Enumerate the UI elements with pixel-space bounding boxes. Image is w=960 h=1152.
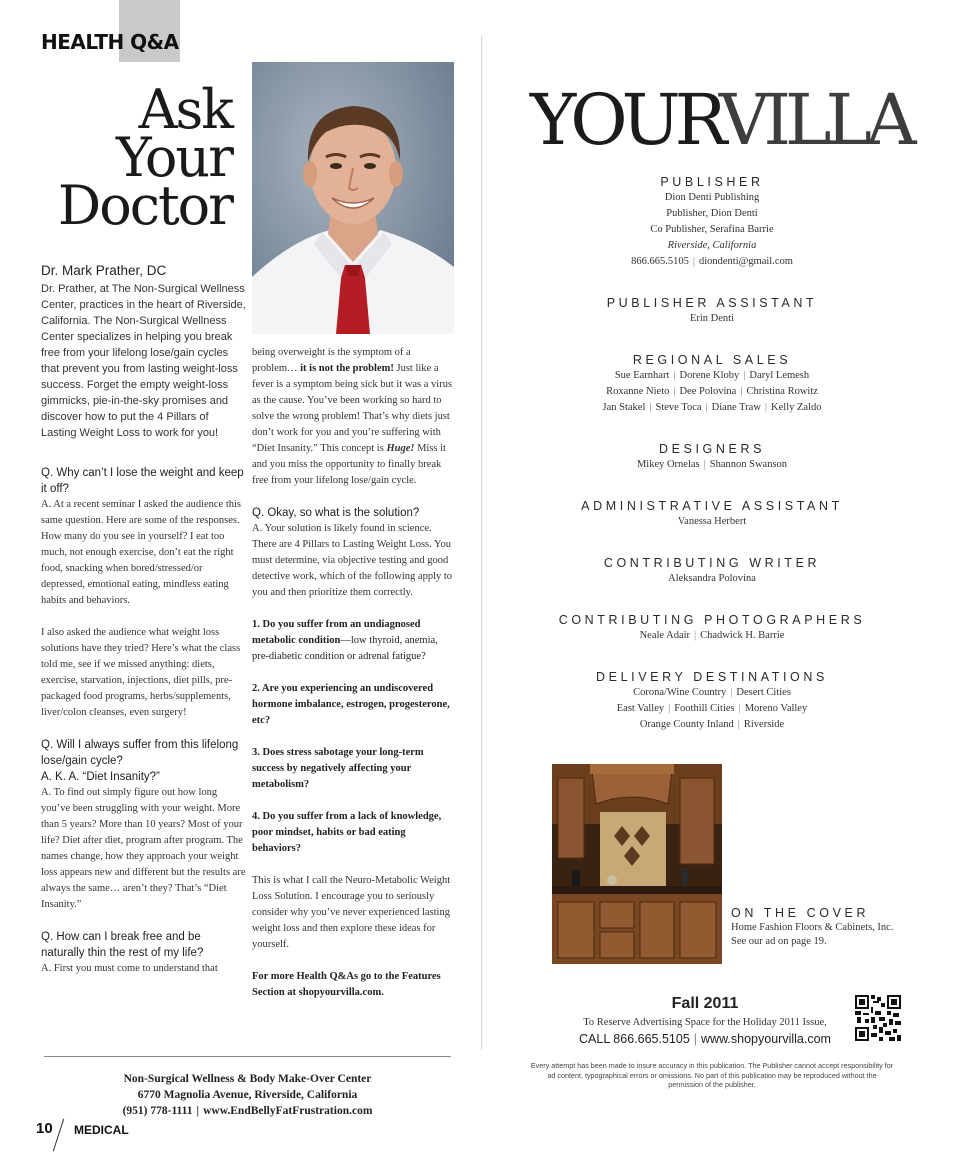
question-3: Q. How can I break free and be naturally thin the rest of my life? [41, 931, 204, 959]
closing-paragraph: This is what I call the Neuro-Metabolic Weight Loss Solution. I encourage you to seriously consider why you’ve never experienced lasting weight loss and then explore these ideas for yourself. [252, 875, 451, 950]
photographer-name: Chadwick H. Barrie [700, 630, 785, 641]
question-2: Q. Will I always suffer from this lifelong lose/gain cycle? [41, 739, 239, 767]
sales-heading: REGIONAL SALES [632, 353, 792, 367]
masthead-writer [530, 555, 894, 587]
delivery-area: Corona/Wine Country [633, 687, 727, 698]
answer-3-huge: Huge! [386, 443, 415, 454]
sales-name: Sue Earnhart [614, 370, 670, 381]
kitchen-illustration [552, 764, 722, 964]
delivery-row-1: Corona/Wine Country | Desert Cities [633, 687, 791, 698]
masthead-sales [530, 352, 894, 416]
pillar-3: 3. Does stress sabotage your long-term success by negatively affecting your metabolism? [252, 747, 424, 790]
clinic-phone: (951) 778-1111 [122, 1105, 193, 1117]
footer-rule [44, 1056, 451, 1057]
doctor-portrait-illustration [252, 62, 454, 334]
assistant-name: Erin Denti [689, 313, 735, 324]
pillar-1-bold: 1. Do you suffer from an undiagnosed metabolic condition [252, 619, 421, 646]
answer-2: A. To find out simply figure out how long you’ve been struggling with your weight. More than 5 years? More than 10 years? Most of your life? Diet after diet, program after program. The names change, how they approach your weight loss appears new and different but the results are always the same… aren’t they? That’s “Diet Insanity.” [41, 787, 246, 910]
cover-image-kitchen [552, 764, 722, 964]
sales-name: Steve Toca [655, 402, 702, 413]
title-line-2: Your [115, 126, 232, 189]
cover-heading: ON THE COVER [731, 906, 870, 920]
sales-row-3: Jan Stakel | Steve Toca | Diane Traw | Kelly Zaldo [602, 402, 822, 413]
delivery-area: Moreno Valley [744, 703, 808, 714]
answer-3-emphasis: it is not the problem! [300, 363, 394, 374]
article-column-2 [252, 345, 457, 1017]
clinic-contact: (951) 778-1111 | www.EndBellyFatFrustration.com [122, 1105, 373, 1117]
page-number: 10 [36, 1120, 53, 1137]
issue-contact: CALL 866.665.5105 | www.shopyourvilla.com [579, 1032, 831, 1046]
qr-code-icon[interactable] [855, 995, 901, 1041]
masthead [530, 174, 894, 758]
answer-3-text-c: Just like a fever is a symptom being sick but it was a virus as the cause. You’ve been working so hard to solve the wrong problem! That’s why diets just don’t work for you and you’re suffering with “Diet Insanity.” This concept is [252, 363, 453, 454]
question-2-aka: A. K. A. “Diet Insanity?” [41, 771, 160, 783]
admin-name: Vanessa Herbert [677, 516, 747, 527]
designers-heading: DESIGNERS [658, 442, 766, 456]
sales-name: Kelly Zaldo [771, 402, 822, 413]
delivery-area: Riverside [743, 719, 785, 730]
delivery-area: Orange County Inland [639, 719, 734, 730]
publisher-line-2: Publisher, Dion Denti [666, 208, 758, 219]
logo-your: YOUR [530, 79, 719, 161]
writer-name: Aleksandra Polovina [668, 573, 756, 584]
delivery-heading: DELIVERY DESTINATIONS [596, 670, 828, 684]
sales-name: Roxanne Nieto [606, 386, 670, 397]
pillar-1-rest: —low thyroid, anemia, pre-diabetic condition or adrenal fatigue? [252, 635, 438, 662]
title-line-1: Ask [138, 78, 232, 141]
article-title [30, 78, 232, 237]
answer-3-start: A. First you must come to understand that [41, 963, 218, 974]
issue-url[interactable]: www.shopyourvilla.com [701, 1032, 831, 1046]
publisher-heading: PUBLISHER [660, 175, 764, 189]
yourvilla-logo [530, 78, 911, 162]
doctor-intro: Dr. Prather, at The Non-Surgical Wellness Center, practices in the heart of Riverside, California. The Non-Surgical Wellness Center specializes in helping you break free from your lifelong lose/gain cycles that prevent you from lasting weight-loss success. Forget the empty weight-loss gimmicks, pie-in-the-sky promises and discover how to put the 4 Pillars of Lasting Weight Loss to work for you! [41, 283, 246, 439]
cover-caption [731, 905, 921, 949]
admin-heading: ADMINISTRATIVE ASSISTANT [581, 499, 843, 513]
publisher-phone: 866.665.5105 [631, 256, 689, 267]
sales-name: Jan Stakel [602, 402, 646, 413]
clinic-address: 6770 Magnolia Avenue, Riverside, California [137, 1089, 358, 1101]
section-label: MEDICAL [74, 1123, 129, 1137]
article-column-1 [41, 262, 246, 993]
sales-name: Daryl Lemesh [749, 370, 810, 381]
answer-4: A. Your solution is likely found in science. There are 4 Pillars to Lasting Weight Loss. You must determine, via objective testing and good detective work, which of the following apply to you and then prioritize them correctly. [252, 523, 453, 598]
masthead-admin [530, 498, 894, 530]
publisher-line-3: Co Publisher, Serafina Barrie [650, 224, 774, 235]
answer-3-text-a: being overweight is the symptom of a problem… [252, 347, 411, 374]
doctor-photo [252, 62, 454, 334]
answer-3-continued [252, 345, 457, 489]
pillar-1 [252, 617, 457, 665]
designer-name: Mikey Ornelas [636, 459, 700, 470]
more-info: For more Health Q&As go to the Features Section at shopyourvilla.com. [252, 971, 441, 998]
publisher-location: Riverside, California [667, 240, 757, 251]
issue-info [560, 994, 850, 1047]
delivery-area: East Valley [616, 703, 665, 714]
delivery-area: Foothill Cities [674, 703, 735, 714]
masthead-designers [530, 441, 894, 473]
designers-names: Mikey Ornelas | Shannon Swanson [636, 459, 788, 470]
question-4: Q. Okay, so what is the solution? [252, 507, 420, 519]
sales-name: Dee Polovina [679, 386, 737, 397]
sales-name: Dorene Kloby [679, 370, 740, 381]
masthead-photographers [530, 612, 894, 644]
cover-line-2: See our ad on page 19. [731, 936, 827, 947]
delivery-area: Desert Cities [736, 687, 791, 698]
page-gutter-divider [481, 36, 482, 1050]
delivery-row-3: Orange County Inland | Riverside [639, 719, 785, 730]
sales-name: Diane Traw [711, 402, 761, 413]
answer-1: A. At a recent seminar I asked the audience this same question. Here are some of the responses. How many do you see in yourself? I eat too much, not enough exercise, don’t eat the right food, snacking when bored/stressed/or depressed, emotional eating, mindless eating habits and behaviors. [41, 499, 242, 606]
assistant-heading: PUBLISHER ASSISTANT [606, 296, 818, 310]
issue-name: Fall 2011 [671, 995, 739, 1012]
reserve-text: To Reserve Advertising Space for the Holiday 2011 Issue, [583, 1017, 827, 1028]
answer-3-text-e: Miss it and you miss the opportunity to finally break free from your lifelong lose/gain cycle. [252, 443, 446, 486]
cover-line-1: Home Fashion Floors & Cabinets, Inc. [731, 922, 894, 933]
publisher-email: diondenti@gmail.com [698, 256, 793, 267]
page-slash-divider [53, 1119, 64, 1152]
disclaimer: Every attempt has been made to insure accuracy in this publication. The Publisher cannot accept responsibility for ad content, typographical errors or omissions. No part of this publication may be reproduced without the permission of the publisher. [530, 1061, 894, 1089]
designer-name: Shannon Swanson [709, 459, 788, 470]
title-line-3: Doctor [57, 174, 232, 237]
writer-heading: CONTRIBUTING WRITER [603, 556, 821, 570]
photographers-heading: CONTRIBUTING PHOTOGRAPHERS [558, 613, 866, 627]
publisher-contact: 866.665.5105 | diondenti@gmail.com [631, 256, 793, 267]
clinic-url: www.EndBellyFatFrustration.com [203, 1105, 373, 1117]
masthead-delivery [530, 669, 894, 733]
question-1: Q. Why can’t I lose the weight and keep it off? [41, 467, 244, 495]
photographers-names: Neale Adair | Chadwick H. Barrie [639, 630, 785, 641]
doctor-name: Dr. Mark Prather, DC [41, 263, 167, 278]
sales-name: Christina Rowitz [746, 386, 818, 397]
delivery-row-2: East Valley | Foothill Cities | Moreno Valley [616, 703, 808, 714]
pillar-2: 2. Are you experiencing an undiscovered hormone imbalance, estrogen, progesterone, etc? [252, 683, 450, 726]
photographer-name: Neale Adair [639, 630, 691, 641]
clinic-footer [44, 1071, 451, 1119]
section-tag: HEALTH Q&A [41, 30, 179, 54]
answer-1-continued: I also asked the audience what weight loss solutions have they tried? Here’s what the class told me, see if we missed anything: diets, exercise, starvation, injections, diet pills, pre-packaged food programs, herbs/supplements, liver/colon cleanses, even surgery! [41, 627, 241, 718]
publisher-line-1: Dion Denti Publishing [664, 192, 760, 203]
sales-row-1: Sue Earnhart | Dorene Kloby | Daryl Lemesh [614, 370, 810, 381]
issue-call: CALL 866.665.5105 [579, 1032, 690, 1046]
masthead-assistant [530, 295, 894, 327]
sales-row-2: Roxanne Nieto | Dee Polovina | Christina Rowitz [606, 386, 818, 397]
logo-villa: VILLA [718, 79, 911, 161]
clinic-name: Non-Surgical Wellness & Body Make-Over Center [123, 1073, 372, 1085]
pillar-4: 4. Do you suffer from a lack of knowledge, poor mindset, habits or bad eating behaviors? [252, 811, 442, 854]
masthead-publisher [530, 174, 894, 270]
